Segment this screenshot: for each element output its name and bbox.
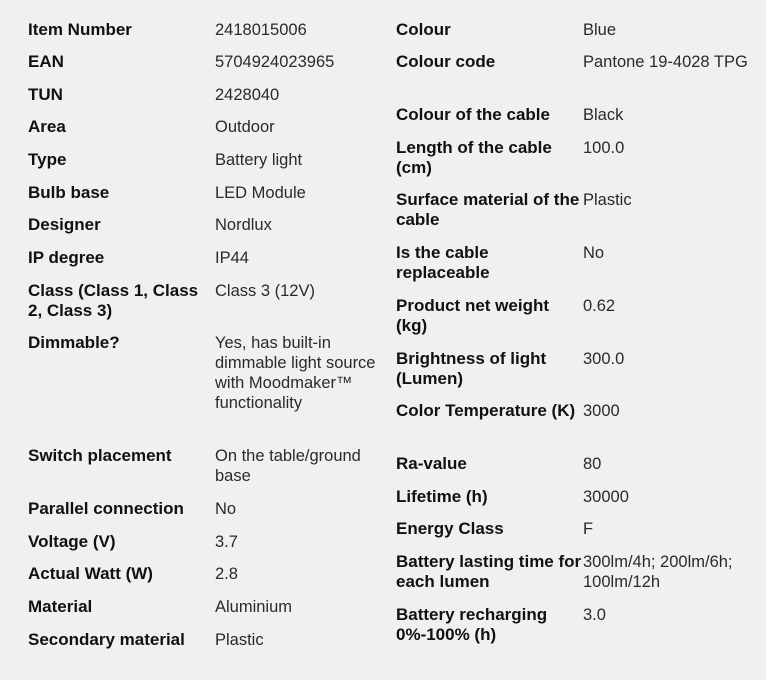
spec-row-secondary-material: [28, 630, 380, 650]
spec-label: IP degree: [28, 248, 105, 267]
spec-label: Energy Class: [396, 519, 504, 538]
spec-label: Parallel connection: [28, 499, 184, 518]
spec-label: Material: [28, 597, 93, 616]
spec-value: Battery light: [215, 151, 303, 169]
spec-value: Class 3 (12V): [215, 282, 315, 300]
spec-label: EAN: [28, 52, 64, 71]
spec-value: Yes, has built-in dimmable light source with Moodmaker™ functionality: [215, 334, 376, 412]
spec-label: Secondary material: [28, 630, 185, 649]
spec-value: 3.0: [583, 606, 606, 624]
spec-row-bulb-base: [28, 183, 380, 203]
spec-row-voltage: [28, 532, 380, 552]
spec-value: LED Module: [215, 184, 306, 202]
spec-row-lifetime: [396, 487, 753, 507]
spec-label: Class (Class 1, Class 2, Class 3): [28, 281, 199, 320]
spec-value: 100.0: [583, 139, 625, 157]
spec-label: Colour code: [396, 52, 496, 71]
spec-value: Pantone 19-4028 TPG: [583, 53, 748, 71]
spec-value: 5704924023965: [215, 53, 335, 71]
spec-row-color-temperature: [396, 401, 753, 421]
spec-label: Colour: [396, 20, 451, 39]
spec-label: Ra-value: [396, 454, 467, 473]
spec-value: 3000: [583, 402, 620, 420]
spec-row-energy-class: [396, 519, 753, 539]
spec-row-brightness: [396, 349, 753, 389]
spec-row-battery-lasting-time: [396, 552, 753, 592]
spec-row-net-weight: [396, 296, 753, 336]
spec-row-ean: [28, 52, 380, 72]
spec-value: Outdoor: [215, 118, 275, 136]
spec-label: Area: [28, 117, 66, 136]
spec-value: 2.8: [215, 565, 238, 583]
spec-label: Surface material of the cable: [396, 190, 580, 229]
spec-value: IP44: [215, 249, 249, 267]
spec-label: Type: [28, 150, 67, 169]
spec-label: Brightness of light (Lumen): [396, 349, 547, 388]
spec-row-dimmable: [28, 333, 380, 413]
spec-value: Aluminium: [215, 598, 293, 616]
spec-label: Bulb base: [28, 183, 110, 202]
spec-label: Switch placement: [28, 446, 172, 465]
spec-row-cable-replaceable: [396, 243, 753, 283]
spec-row-colour: [396, 20, 753, 40]
spec-label: Product net weight (kg): [396, 296, 549, 335]
spec-value: Nordlux: [215, 216, 272, 234]
spec-row-parallel-connection: [28, 499, 380, 519]
spec-value: 80: [583, 455, 602, 473]
spec-label: Colour of the cable: [396, 105, 550, 124]
spec-row-designer: [28, 215, 380, 235]
spec-label: Dimmable?: [28, 333, 120, 352]
spec-row-battery-recharging: [396, 605, 753, 645]
spec-row-material: [28, 597, 380, 617]
spec-label: Battery recharging 0%-100% (h): [396, 605, 548, 644]
spec-row-cable-surface-material: [396, 190, 753, 230]
spec-value: 3.7: [215, 533, 238, 551]
spec-row-actual-watt: [28, 564, 380, 584]
spec-row-cable-colour: [396, 105, 753, 125]
spec-row-class: [28, 281, 380, 321]
spec-row-colour-code: [396, 52, 753, 72]
spec-row-switch-placement: [28, 446, 380, 486]
spec-row-ra-value: [396, 454, 753, 474]
spec-label: Color Temperature (K): [396, 401, 576, 420]
spec-row-type: [28, 150, 380, 170]
spec-label: Length of the cable (cm): [396, 138, 552, 177]
spec-row-ip-degree: [28, 248, 380, 268]
spec-row-area: [28, 117, 380, 137]
spec-label: TUN: [28, 85, 63, 104]
spec-value: 300.0: [583, 350, 625, 368]
spec-value: No: [215, 500, 237, 518]
spec-label: Is the cable replaceable: [396, 243, 490, 282]
spec-value: On the table/ground base: [215, 447, 361, 485]
spec-value: 2428040: [215, 86, 280, 104]
spec-row-tun: [28, 85, 380, 105]
spec-label: Item Number: [28, 20, 132, 39]
spec-label: Designer: [28, 215, 101, 234]
spec-label: Battery lasting time for each lumen: [396, 552, 582, 591]
spec-value: Plastic: [215, 631, 264, 649]
spec-value: 300lm/4h; 200lm/6h; 100lm/12h: [583, 553, 733, 591]
spec-label: Actual Watt (W): [28, 564, 153, 583]
spec-label: Lifetime (h): [396, 487, 488, 506]
spec-value: Plastic: [583, 191, 632, 209]
spec-row-cable-length: [396, 138, 753, 178]
spec-value: 0.62: [583, 297, 616, 315]
spec-value: F: [583, 520, 594, 538]
spec-label: Voltage (V): [28, 532, 116, 551]
spec-value: 30000: [583, 488, 629, 506]
spec-value: 2418015006: [215, 21, 307, 39]
spec-row-item-number: [28, 20, 380, 40]
spec-value: No: [583, 244, 605, 262]
spec-value: Black: [583, 106, 624, 124]
spec-value: Blue: [583, 21, 617, 39]
